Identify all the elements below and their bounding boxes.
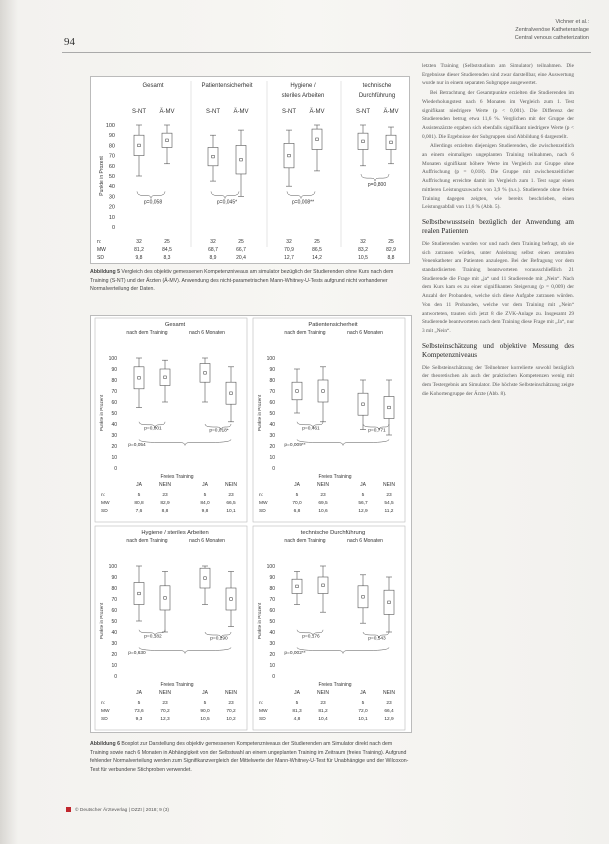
panel-3-subtitle-2: nach 6 Monaten xyxy=(189,538,225,544)
group-1-mw-2: 84,5 xyxy=(162,247,172,253)
group-1-bracket xyxy=(137,191,165,198)
group-1-mw-1: 81,2 xyxy=(134,247,144,253)
group-2-boxplot-1-box xyxy=(208,147,218,165)
y-tick-label: 50 xyxy=(111,619,117,625)
panel-4-mw-1: 81,3 xyxy=(292,709,302,714)
panel-4-mw-2: 81,2 xyxy=(318,709,328,714)
y-tick-label: 90 xyxy=(269,575,275,581)
panel-1-boxplot-1-box xyxy=(134,367,144,389)
panel-4-category-2: NEIN xyxy=(317,690,329,696)
y-tick-label: 70 xyxy=(108,153,115,160)
panel-3-free-training-label: Freies Training xyxy=(160,682,194,688)
group-title-4: technische xyxy=(362,83,392,89)
panel-3-mw-3: 90,0 xyxy=(200,709,210,714)
panel-2-p-value-2: p=0,771 xyxy=(368,428,386,434)
panel-2-p-value-3: p=0,009** xyxy=(284,443,306,448)
y-tick-label: 80 xyxy=(111,378,117,384)
figure-5-chart xyxy=(91,77,409,263)
panel-3-mw-4: 70,2 xyxy=(226,709,236,714)
panel-1-n-2: 23 xyxy=(162,493,168,498)
row-label: MW xyxy=(101,501,110,506)
panel-3-category-2: NEIN xyxy=(159,690,171,696)
row-label: SD xyxy=(259,717,266,722)
panel-3 xyxy=(95,526,247,730)
group-2-label-2: Ä-MV xyxy=(233,109,249,115)
y-tick-label: 30 xyxy=(269,433,275,439)
row-label: SD xyxy=(259,509,266,514)
group-4-p-value: p=0,800 xyxy=(367,182,387,189)
panel-2-n-3: 5 xyxy=(361,493,365,498)
y-tick-label: 30 xyxy=(269,641,275,647)
y-tick-label: 20 xyxy=(111,444,117,450)
group-4-n-2: 25 xyxy=(388,239,394,245)
group-title-3-line2: steriles Arbeiten xyxy=(281,93,325,99)
y-tick-label: 60 xyxy=(111,608,117,614)
panel-1-category-2: NEIN xyxy=(159,482,171,488)
panel-4-category-3: JA xyxy=(360,690,366,696)
group-title-1: Gesamt xyxy=(142,83,164,89)
panel-2-boxplot-1-box xyxy=(292,382,302,400)
paragraph-3: Allerdings erzielten diejenigen Studierenden, die zwischenzeitlich an einem einmaligen ungeplanten Training teilnahmen, nach 6 Monaten signifikant höhere Werte im Vergleich zur Gruppe ohne Auffrischung (p = 0,018). Die Gruppe mit zwischenzeitlicher Auffrischung erreichte damit im Vergleich zum 1. Test sogar einen mittleren Leistungszuwachs von 3,9 % (n.s.). Studierende ohne freies Training dagegen zeigten, wie bereits beschrieben, einen Leistungsabfall von 11,6 % (Abb. 5). xyxy=(422,143,574,211)
panel-2 xyxy=(253,318,405,522)
section-heading-1: Selbstbewusstsein bezüglich der Anwendung am realen Patienten xyxy=(422,217,574,235)
figure-5-caption xyxy=(90,268,412,294)
panel-3-n-4: 23 xyxy=(228,701,234,706)
figure-6-caption-label: Abbildung 6 xyxy=(90,741,120,747)
panel-3-category-3: JA xyxy=(202,690,208,696)
panel-3-boxplot-1-box xyxy=(134,583,144,605)
y-tick-label: 90 xyxy=(111,367,117,373)
panel-1-frame xyxy=(95,318,247,522)
panel-2-category-4: NEIN xyxy=(383,482,395,488)
y-tick-label: 10 xyxy=(269,663,275,669)
y-tick-label: 100 xyxy=(108,356,117,362)
panel-1-sd-2: 8,8 xyxy=(161,509,169,514)
panel-2-title: Patientensicherheit xyxy=(308,322,358,328)
group-3-p-value: p=0,008** xyxy=(291,199,315,206)
y-tick-label: 30 xyxy=(111,433,117,439)
group-3-boxplot-2-box xyxy=(312,129,322,149)
panel-2-mw-4: 54,5 xyxy=(384,501,394,506)
group-2-mw-1: 68,7 xyxy=(208,247,218,253)
panel-4-mw-3: 72,0 xyxy=(358,709,368,714)
y-tick-label: 80 xyxy=(111,586,117,592)
y-tick-label: 60 xyxy=(111,400,117,406)
panel-4-boxplot-3-box xyxy=(358,586,368,608)
y-tick-label: 70 xyxy=(269,389,275,395)
paragraph-2: Bei Betrachtung der Gesamtpunkte erzielten die Studierenden im Wiederholungstest nach 6 Monaten im Vergleich zum 1. Test signifikant niedrigere Werte (p < 0,001). Die Differenz der Studierenden betrug etwa 11,6 %. Verglichen mit der Gruppe der Assistenzärzte ergaben sich ebenfalls signifikant niedrigere Werte (p < 0,001). Die Ergebnisse der Subgruppen sind Abbildung 6 dargestellt. xyxy=(422,90,574,140)
panel-1-free-training-label: Freies Training xyxy=(160,474,194,480)
y-tick-label: 100 xyxy=(266,564,275,570)
panel-1-n-1: 5 xyxy=(137,493,141,498)
panel-2-frame xyxy=(253,318,405,522)
panel-1-boxplot-3-box xyxy=(200,364,210,383)
group-2-sd-1: 8,9 xyxy=(209,255,217,261)
panel-4-n-3: 5 xyxy=(361,701,365,706)
y-tick-label: 60 xyxy=(108,163,115,170)
panel-3-p-value-2: p=0,290 xyxy=(210,636,228,642)
y-tick-label: 100 xyxy=(105,123,115,129)
group-2-sd-2: 20,4 xyxy=(236,255,246,261)
page-number: 94 xyxy=(64,36,75,48)
panel-3-sd-4: 10,2 xyxy=(226,717,236,722)
panel-4-sd-3: 10,1 xyxy=(358,717,368,722)
y-tick-label: 30 xyxy=(111,641,117,647)
panel-1-p-value-1: p=0,001 xyxy=(144,426,162,432)
y-axis-label: Punkte in Prozent xyxy=(99,602,104,640)
group-title-3: Hygiene / xyxy=(290,83,316,89)
row-label: MW xyxy=(259,709,268,714)
panel-3-mw-2: 70,2 xyxy=(160,709,170,714)
panel-2-category-1: JA xyxy=(294,482,300,488)
y-tick-label: 70 xyxy=(111,597,117,603)
panel-4-p-value-3: p=0,002** xyxy=(284,651,306,656)
group-3-sd-1: 12,7 xyxy=(284,255,294,261)
panel-3-sd-3: 10,5 xyxy=(200,717,210,722)
panel-2-mw-3: 56,7 xyxy=(358,501,368,506)
panel-1 xyxy=(95,318,247,522)
paragraph-1: letzten Training (Selbststudium am Simulator) teilnahmen. Die Ergebnisse dieser Studierenden sind zwar darstellbar, eine Auswertung wurde nur in einem separaten Subgruppe ausgewertet. xyxy=(422,63,574,87)
journal-logo-mark xyxy=(66,807,71,812)
panel-2-n-2: 23 xyxy=(320,493,326,498)
panel-2-category-2: NEIN xyxy=(317,482,329,488)
panel-4-boxplot-1-box xyxy=(292,579,302,593)
row-label: MW xyxy=(97,247,106,253)
group-2-p-value: p=0,045* xyxy=(216,199,238,206)
header-title-2: Central venous catheterization xyxy=(514,35,589,41)
figure-6-chart xyxy=(91,316,411,732)
group-3-bracket xyxy=(287,191,315,198)
y-tick-label: 70 xyxy=(269,597,275,603)
panel-3-boxplot-3-box xyxy=(200,568,210,588)
group-4-n-1: 32 xyxy=(360,239,366,245)
group-1-label-1: S-NT xyxy=(132,109,146,115)
y-tick-label: 0 xyxy=(114,674,117,680)
y-axis-label: Punkte in Prozent xyxy=(257,602,262,640)
panel-4-boxplot-4-box xyxy=(384,590,394,614)
panel-3-subtitle-1: nach dem Training xyxy=(126,538,168,544)
row-label: n: xyxy=(101,701,106,706)
panel-4-category-4: NEIN xyxy=(383,690,395,696)
group-4-boxplot-1-box xyxy=(358,133,368,149)
y-axis-label: Punkte in Prozent xyxy=(257,394,262,432)
y-tick-label: 0 xyxy=(272,466,275,472)
y-tick-label: 10 xyxy=(108,214,115,221)
group-1-boxplot-1-box xyxy=(134,135,144,155)
panel-4-frame xyxy=(253,526,405,730)
panel-4-title: technische Durchführung xyxy=(300,530,366,536)
panel-3-n-2: 23 xyxy=(162,701,168,706)
figure-5-caption-text: Vergleich des objektiv gemessenen Kompetenzniveaus am simulator bezüglich der Studierenden ohne Kurs nach dem Training (S-NT) und der Ärzten (Ä-MV). Anwendung des nicht-parametrischen Mann-Whitney-U-Tests aufgrund nicht vorhandener Normalverteilung der Daten. xyxy=(90,269,394,293)
group-3-label-1: S-NT xyxy=(282,109,296,115)
panel-1-bracket-3 xyxy=(139,439,231,445)
panel-3-n-1: 5 xyxy=(137,701,141,706)
header-title-1: Zentralvenöse Katheteranlage xyxy=(515,27,589,33)
panel-4-category-1: JA xyxy=(294,690,300,696)
y-tick-label: 10 xyxy=(111,455,117,461)
y-tick-label: 20 xyxy=(108,204,115,211)
group-1-boxplot-2-box xyxy=(162,133,172,147)
panel-4-subtitle-2: nach 6 Monaten xyxy=(347,538,383,544)
group-2-bracket xyxy=(211,191,239,198)
paragraph-4: Die Studierenden wurden vor und nach dem Training befragt, ob sie sich zutrauen würden, unter Anleitung selbst einen zentralen Venenkatheter am Patienten anzulegen. Bei der Befragung vor dem standardisierten Training beantworteten vorausschließlich 21 Studierende die Frage mit „ja“ und 11 Studierende mit „Nein“. Nach dem Kurs kam es zu einer signifikanten Steigerung (p = 0,009) der Anzahl der Probanden, welche sich diese Aufgabe zutrauen würden. Von den 11 Probanden, welche vor dem Training mit „Nein“ antworteten, trauten sich jetzt 8 die ZVK-Anlage zu. Insgesamt 29 Studierende beantworteten nach dem Training diese Frage mit „Ja“, nur 3 mit „Nein“. xyxy=(422,240,574,334)
y-tick-label: 30 xyxy=(108,194,115,201)
panel-2-n-1: 5 xyxy=(295,493,299,498)
y-axis-label: Punkte in Prozent xyxy=(99,394,104,432)
panel-1-mw-2: 82,9 xyxy=(160,501,170,506)
panel-1-mw-1: 80,8 xyxy=(134,501,144,506)
panel-1-category-4: NEIN xyxy=(225,482,237,488)
figure-5 xyxy=(90,76,410,264)
y-tick-label: 80 xyxy=(108,143,115,150)
header-rule xyxy=(62,52,591,53)
group-2-boxplot-2-box xyxy=(236,145,246,174)
panel-2-bracket-3 xyxy=(297,439,389,445)
y-tick-label: 40 xyxy=(269,422,275,428)
group-3-sd-2: 14,2 xyxy=(312,255,322,261)
panel-2-boxplot-2-box xyxy=(318,380,328,402)
panel-1-sd-1: 7,6 xyxy=(135,509,143,514)
panel-3-sd-2: 12,3 xyxy=(160,717,170,722)
panel-4-n-4: 23 xyxy=(386,701,392,706)
panel-3-boxplot-4-box xyxy=(226,588,236,610)
y-tick-label: 40 xyxy=(111,422,117,428)
row-label: n: xyxy=(101,493,106,498)
y-tick-label: 40 xyxy=(111,630,117,636)
panel-4-mw-4: 66,4 xyxy=(384,709,394,714)
row-label: MW xyxy=(259,501,268,506)
group-1-n-1: 32 xyxy=(136,239,142,245)
panel-4-p-value-2: p=0,543 xyxy=(368,636,386,642)
panel-4-free-training-label: Freies Training xyxy=(318,682,352,688)
panel-1-mw-4: 66,5 xyxy=(226,501,236,506)
y-axis-label: Punkte in Prozent xyxy=(99,156,105,196)
y-tick-label: 80 xyxy=(269,586,275,592)
panel-2-category-3: JA xyxy=(360,482,366,488)
row-label: n: xyxy=(97,239,102,245)
footer-text: © Deutscher Ärzteverlag | DZZI | 2018; 9 (3) xyxy=(75,807,170,813)
figure-6-caption xyxy=(90,740,412,774)
group-4-sd-2: 8,8 xyxy=(387,255,395,261)
y-tick-label: 60 xyxy=(269,608,275,614)
panel-4-p-value-1: p=0,176 xyxy=(302,634,320,640)
panel-4-sd-4: 12,9 xyxy=(384,717,394,722)
panel-4-boxplot-2-box xyxy=(318,577,328,594)
panel-2-sd-2: 10,6 xyxy=(318,509,328,514)
group-1-sd-1: 9,8 xyxy=(135,255,143,261)
panel-2-free-training-label: Freies Training xyxy=(318,474,352,480)
y-tick-label: 20 xyxy=(269,652,275,658)
group-4-label-2: Ä-MV xyxy=(383,109,399,115)
panel-2-boxplot-4-box xyxy=(384,397,394,419)
panel-3-sd-1: 9,3 xyxy=(135,717,143,722)
panel-2-n-4: 23 xyxy=(386,493,392,498)
panel-4-bracket-3 xyxy=(297,647,389,653)
panel-1-subtitle-1: nach dem Training xyxy=(126,330,168,336)
panel-3-category-4: NEIN xyxy=(225,690,237,696)
group-4-label-1: S-NT xyxy=(356,109,370,115)
panel-4-n-2: 23 xyxy=(320,701,326,706)
panel-2-sd-1: 6,8 xyxy=(293,509,301,514)
panel-1-n-4: 23 xyxy=(228,493,234,498)
group-2-label-1: S-NT xyxy=(206,109,220,115)
y-tick-label: 90 xyxy=(111,575,117,581)
group-2-n-2: 25 xyxy=(238,239,244,245)
group-3-label-2: Ä-MV xyxy=(309,109,325,115)
panel-2-p-value-1: p=0,461 xyxy=(302,426,320,432)
group-1-n-2: 25 xyxy=(164,239,170,245)
panel-4-n-1: 5 xyxy=(295,701,299,706)
paragraph-5: Die Selbsteinschätzung der Teilnehmer korrelierte sowohl bezüglich der theoretischen als auch der praktischen Kompetenzen wenig mit dem Testergebnis am Simulator. Die höchste Selbsteinschätzung zeigte die Kohortengruppe der Ärzte (Abb. 8). xyxy=(422,364,574,397)
group-2-n-1: 32 xyxy=(210,239,216,245)
header-author: Vichner et al.: xyxy=(555,19,589,25)
panel-2-boxplot-3-box xyxy=(358,393,368,415)
panel-1-category-3: JA xyxy=(202,482,208,488)
panel-4-sd-2: 10,4 xyxy=(318,717,328,722)
panel-1-boxplot-4-box xyxy=(226,382,236,404)
panel-1-boxplot-2-box xyxy=(160,369,170,386)
running-header xyxy=(515,18,589,42)
y-tick-label: 100 xyxy=(266,356,275,362)
y-tick-label: 70 xyxy=(111,389,117,395)
panel-3-n-3: 5 xyxy=(203,701,207,706)
y-tick-label: 60 xyxy=(269,400,275,406)
y-tick-label: 0 xyxy=(272,674,275,680)
panel-2-subtitle-2: nach 6 Monaten xyxy=(347,330,383,336)
panel-2-subtitle-1: nach dem Training xyxy=(284,330,326,336)
panel-1-subtitle-2: nach 6 Monaten xyxy=(189,330,225,336)
figure-6-caption-text: Boxplot zur Darstellung des objektiv gemessenen Kompetenzniveaus der Studierenden am Simulator direkt nach dem Training sowie nach 6 Monaten in Abhängigkeit von der Selbstwahl an einem ungeplanten Training im Zeitraum (freies Training). Aufgrund fehlender Normalverteilung werden zum Signifikanzvergleich der Mittelwerte der Mann-Whitney-U-Test für Unabhängige und der Wilcoxon-Test für verbundene Stichproben verwendet. xyxy=(90,741,409,773)
row-label: n: xyxy=(259,701,264,706)
panel-1-sd-3: 9,8 xyxy=(201,509,209,514)
y-tick-label: 50 xyxy=(269,619,275,625)
row-label: SD xyxy=(101,717,108,722)
group-3-n-1: 32 xyxy=(286,239,292,245)
group-4-sd-1: 10,5 xyxy=(358,255,368,261)
panel-1-p-value-3: p=0,054 xyxy=(128,443,146,448)
y-tick-label: 50 xyxy=(108,174,115,180)
y-tick-label: 90 xyxy=(269,367,275,373)
panel-3-p-value-3: p=0,630 xyxy=(128,651,146,656)
panel-3-category-1: JA xyxy=(136,690,142,696)
y-tick-label: 40 xyxy=(108,184,115,191)
panel-1-n-3: 5 xyxy=(203,493,207,498)
section-heading-2: Selbsteinschätzung und objektive Messung des Kompetenzniveaus xyxy=(422,341,574,359)
group-4-bracket xyxy=(361,174,389,181)
y-tick-label: 40 xyxy=(269,630,275,636)
row-label: MW xyxy=(101,709,110,714)
group-1-p-value: p=0,058 xyxy=(143,199,163,206)
row-label: SD xyxy=(101,509,108,514)
y-tick-label: 20 xyxy=(111,652,117,658)
group-1-sd-2: 8,3 xyxy=(163,255,171,261)
figure-5-caption-label: Abbildung 5 xyxy=(90,269,120,275)
y-tick-label: 50 xyxy=(111,411,117,417)
group-4-boxplot-2-box xyxy=(386,135,396,149)
panel-4 xyxy=(253,526,405,730)
page-footer xyxy=(66,807,169,813)
panel-1-category-1: JA xyxy=(136,482,142,488)
panel-4-sd-1: 4,8 xyxy=(293,717,301,722)
panel-3-bracket-3 xyxy=(139,647,231,653)
panel-4-subtitle-1: nach dem Training xyxy=(284,538,326,544)
panel-3-boxplot-2-box xyxy=(160,586,170,610)
y-tick-label: 0 xyxy=(111,225,115,231)
panel-2-mw-1: 70,0 xyxy=(292,501,302,506)
row-label: SD xyxy=(97,255,104,261)
panel-1-p-value-2: p=0,018* xyxy=(209,428,229,434)
panel-3-mw-1: 73,6 xyxy=(134,709,144,714)
y-tick-label: 10 xyxy=(111,663,117,669)
panel-2-sd-4: 11,2 xyxy=(384,509,394,514)
panel-2-sd-3: 12,9 xyxy=(358,509,368,514)
panel-2-mw-2: 69,5 xyxy=(318,501,328,506)
group-3-n-2: 25 xyxy=(314,239,320,245)
group-2-mw-2: 66,7 xyxy=(236,247,246,253)
group-title-2: Patientensicherheit xyxy=(201,83,253,89)
body-text-column xyxy=(422,62,574,400)
group-4-mw-1: 83,2 xyxy=(358,247,368,253)
panel-1-sd-4: 10,1 xyxy=(226,509,236,514)
y-tick-label: 90 xyxy=(108,133,115,140)
y-tick-label: 10 xyxy=(269,455,275,461)
group-title-4-line2: Durchführung xyxy=(358,93,396,99)
group-3-mw-2: 86,5 xyxy=(312,247,322,253)
y-tick-label: 80 xyxy=(269,378,275,384)
group-3-mw-1: 70,9 xyxy=(284,247,294,253)
panel-3-frame xyxy=(95,526,247,730)
y-tick-label: 20 xyxy=(269,444,275,450)
group-3-boxplot-1-box xyxy=(284,143,294,167)
y-tick-label: 100 xyxy=(108,564,117,570)
figure-6 xyxy=(90,315,412,733)
row-label: n: xyxy=(259,493,264,498)
panel-3-p-value-1: p=0,182 xyxy=(144,634,162,640)
panel-1-title: Gesamt xyxy=(164,322,186,328)
panel-1-mw-3: 84,0 xyxy=(200,501,210,506)
y-tick-label: 50 xyxy=(269,411,275,417)
y-tick-label: 0 xyxy=(114,466,117,472)
group-1-label-2: Ä-MV xyxy=(159,109,175,115)
panel-3-title: Hygiene / steriles Arbeiten xyxy=(141,530,209,536)
group-4-mw-2: 82,9 xyxy=(386,247,396,253)
